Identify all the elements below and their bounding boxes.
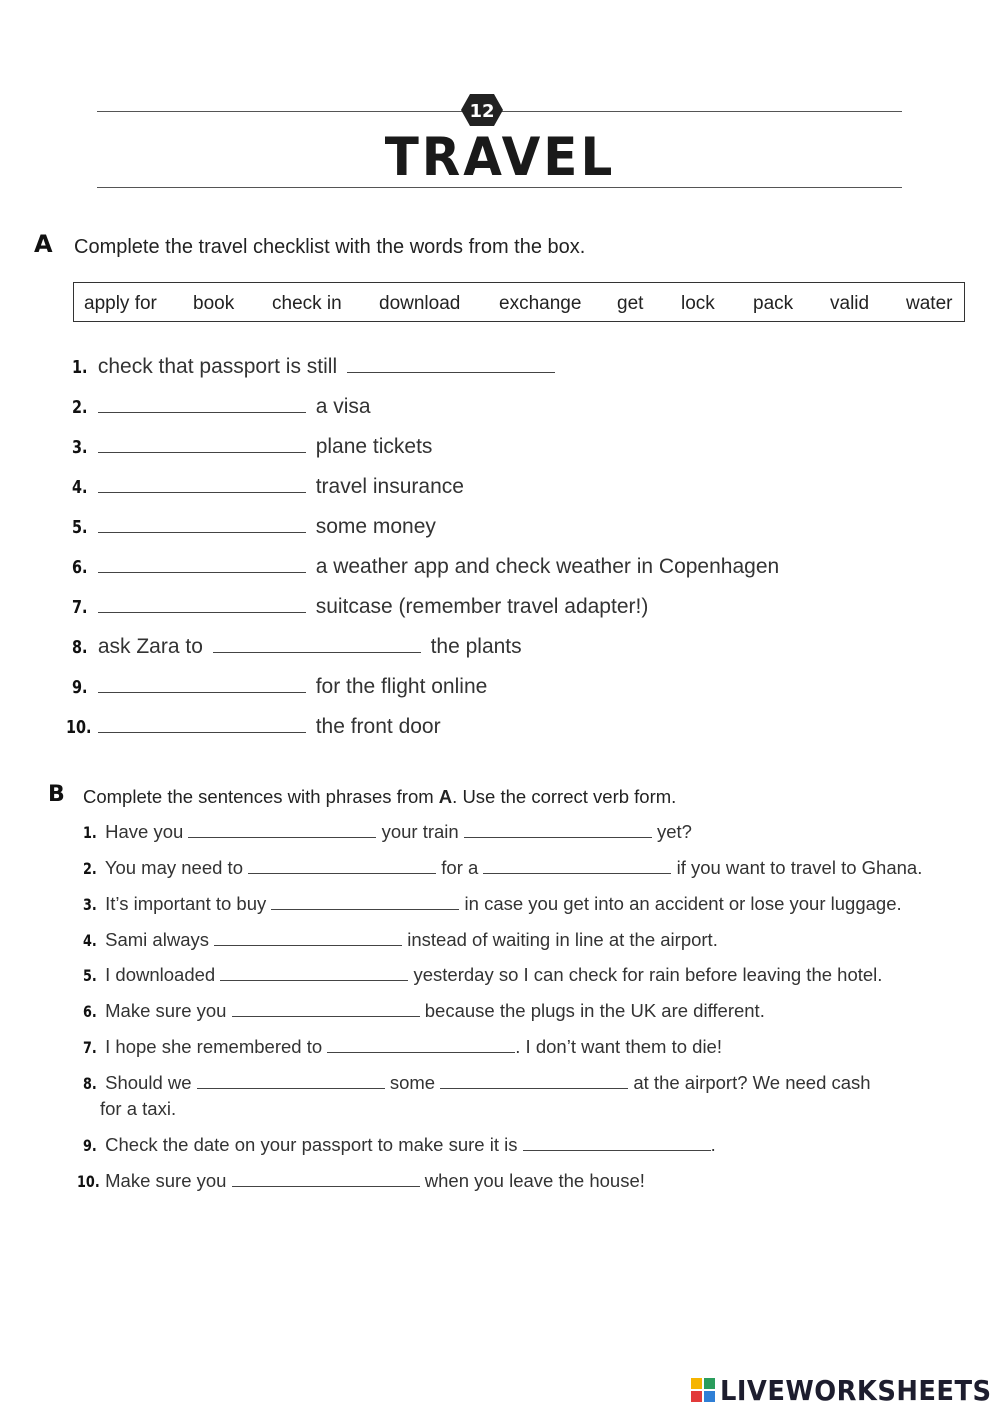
answer-blank[interactable] — [232, 1174, 420, 1187]
sentence-text: I downloaded — [105, 964, 216, 985]
section-b-instruction — [83, 786, 676, 808]
section-b-letter: B — [48, 782, 65, 807]
word-box-item: valid — [830, 293, 870, 314]
sentence-item — [83, 964, 882, 986]
liveworksheets-logo-text: LIVEWORKSHEETS — [720, 1373, 992, 1407]
item-number: 4. — [72, 477, 88, 498]
answer-blank[interactable] — [98, 558, 306, 573]
sentence-text: if you want to travel to Ghana. — [676, 857, 923, 878]
liveworksheets-logo[interactable] — [690, 1373, 1000, 1407]
sentence-item — [83, 857, 922, 879]
sentence-text: Should we — [105, 1072, 192, 1093]
instruction-bold-ref: A — [438, 786, 453, 807]
section-a-instruction: Complete the travel checklist with the words from the box. — [74, 236, 586, 258]
item-number: 9. — [72, 677, 88, 698]
sentence-item — [77, 1170, 645, 1192]
answer-blank[interactable] — [98, 518, 306, 533]
instruction-text: . Use the correct verb form. — [452, 786, 677, 807]
answer-blank[interactable] — [271, 897, 459, 910]
item-number: 8. — [83, 1074, 97, 1093]
sentence-text: Make sure you — [105, 1000, 227, 1021]
checklist-item — [72, 675, 487, 699]
item-text: a weather app and check weather in Copenhagen — [315, 555, 780, 578]
sentence-text: Have you — [105, 821, 184, 842]
word-box-item: water — [906, 293, 953, 314]
answer-blank[interactable] — [464, 825, 652, 838]
sentence-item — [83, 1036, 722, 1058]
word-box-item: pack — [753, 293, 794, 314]
sentence-text: when you leave the house! — [424, 1170, 645, 1191]
sentence-item — [83, 821, 692, 843]
sentence-text: in case you get into an accident or lose your luggage. — [464, 893, 902, 914]
item-number: 1. — [83, 823, 97, 842]
item-number: 8. — [72, 637, 88, 658]
checklist-item — [72, 635, 522, 659]
checklist-item — [72, 555, 779, 579]
word-box-item: apply for — [84, 293, 157, 314]
item-text: the plants — [430, 635, 522, 658]
answer-blank[interactable] — [98, 398, 306, 413]
answer-blank[interactable] — [98, 438, 306, 453]
sentence-item — [83, 929, 718, 951]
sentence-item — [83, 893, 902, 915]
sentence-text: some — [389, 1072, 436, 1093]
answer-blank[interactable] — [98, 598, 306, 613]
checklist-item — [72, 355, 555, 379]
unit-number-badge — [459, 92, 505, 128]
section-a-letter: A — [34, 230, 53, 258]
unit-number: 12 — [469, 101, 495, 122]
item-number: 1. — [72, 357, 88, 378]
sentence-text: . I don’t want them to die! — [515, 1036, 722, 1057]
sentence-text: your train — [381, 821, 459, 842]
item-text: check that passport is still — [97, 355, 338, 378]
item-number: 3. — [72, 437, 88, 458]
answer-blank[interactable] — [214, 933, 402, 946]
answer-blank[interactable] — [483, 861, 671, 874]
word-box-item: lock — [681, 293, 715, 314]
item-text: plane tickets — [315, 435, 433, 458]
checklist-item — [72, 395, 371, 419]
item-number: 10. — [66, 717, 92, 738]
sentence-text: It’s important to buy — [105, 893, 267, 914]
answer-blank[interactable] — [440, 1076, 628, 1089]
answer-blank[interactable] — [188, 825, 376, 838]
item-number: 4. — [83, 931, 97, 950]
item-number: 7. — [72, 597, 88, 618]
item-text: suitcase (remember travel adapter!) — [315, 595, 649, 618]
answer-blank[interactable] — [213, 638, 421, 653]
answer-blank[interactable] — [347, 358, 555, 373]
item-number: 2. — [83, 859, 97, 878]
sentence-text: instead of waiting in line at the airport. — [407, 929, 718, 950]
answer-blank[interactable] — [98, 718, 306, 733]
sentence-text: Check the date on your passport to make sure it is — [105, 1134, 518, 1155]
word-box-item: get — [617, 293, 644, 314]
word-box-item: exchange — [499, 293, 582, 314]
sentence-text: yet? — [656, 821, 692, 842]
sentence-item — [83, 1000, 765, 1022]
word-box-item: download — [379, 293, 461, 314]
sentence-text: You may need to — [104, 857, 243, 878]
header-bottom-rule — [97, 187, 902, 188]
page-title: TRAVEL — [384, 126, 616, 188]
sentence-text: for a — [441, 857, 479, 878]
sentence-text: Sami always — [105, 929, 209, 950]
answer-blank[interactable] — [197, 1076, 385, 1089]
sentence-text: . — [710, 1134, 716, 1155]
answer-blank[interactable] — [232, 1004, 420, 1017]
item-text: a visa — [315, 395, 371, 418]
item-text: the front door — [315, 715, 441, 738]
item-text: for the flight online — [315, 675, 488, 698]
item-number: 6. — [83, 1002, 97, 1021]
answer-blank[interactable] — [327, 1040, 515, 1053]
item-number: 3. — [83, 895, 97, 914]
answer-blank[interactable] — [523, 1138, 711, 1151]
sentence-continuation: for a taxi. — [100, 1098, 177, 1119]
answer-blank[interactable] — [98, 678, 306, 693]
sentence-text: I hope she remembered to — [105, 1036, 323, 1057]
sentence-text: at the airport? We need cash — [633, 1072, 871, 1093]
item-text: ask Zara to — [97, 635, 203, 658]
instruction-text: Complete the sentences with phrases from — [83, 786, 439, 807]
item-number: 7. — [83, 1038, 97, 1057]
word-box-item: book — [193, 293, 235, 314]
checklist-item — [66, 715, 441, 739]
answer-blank[interactable] — [220, 968, 408, 981]
answer-blank[interactable] — [248, 861, 436, 874]
item-number: 10. — [77, 1172, 100, 1191]
sentence-text: yesterday so I can check for rain before leaving the hotel. — [413, 964, 883, 985]
answer-blank[interactable] — [98, 478, 306, 493]
sentence-item — [83, 1072, 871, 1094]
liveworksheets-logo-icon — [690, 1377, 716, 1403]
item-number: 5. — [83, 966, 97, 985]
item-text: some money — [315, 515, 436, 538]
item-number: 9. — [83, 1136, 97, 1155]
item-text: travel insurance — [315, 475, 464, 498]
sentence-text: because the plugs in the UK are different. — [424, 1000, 765, 1021]
checklist-item — [72, 435, 432, 459]
checklist-item — [72, 475, 464, 499]
item-number: 6. — [72, 557, 88, 578]
item-number: 2. — [72, 397, 88, 418]
sentence-text: Make sure you — [105, 1170, 227, 1191]
checklist-item — [72, 515, 436, 539]
item-number: 5. — [72, 517, 88, 538]
checklist-item — [72, 595, 648, 619]
word-box — [73, 282, 965, 322]
word-box-item: check in — [272, 293, 342, 314]
sentence-item — [83, 1134, 716, 1156]
